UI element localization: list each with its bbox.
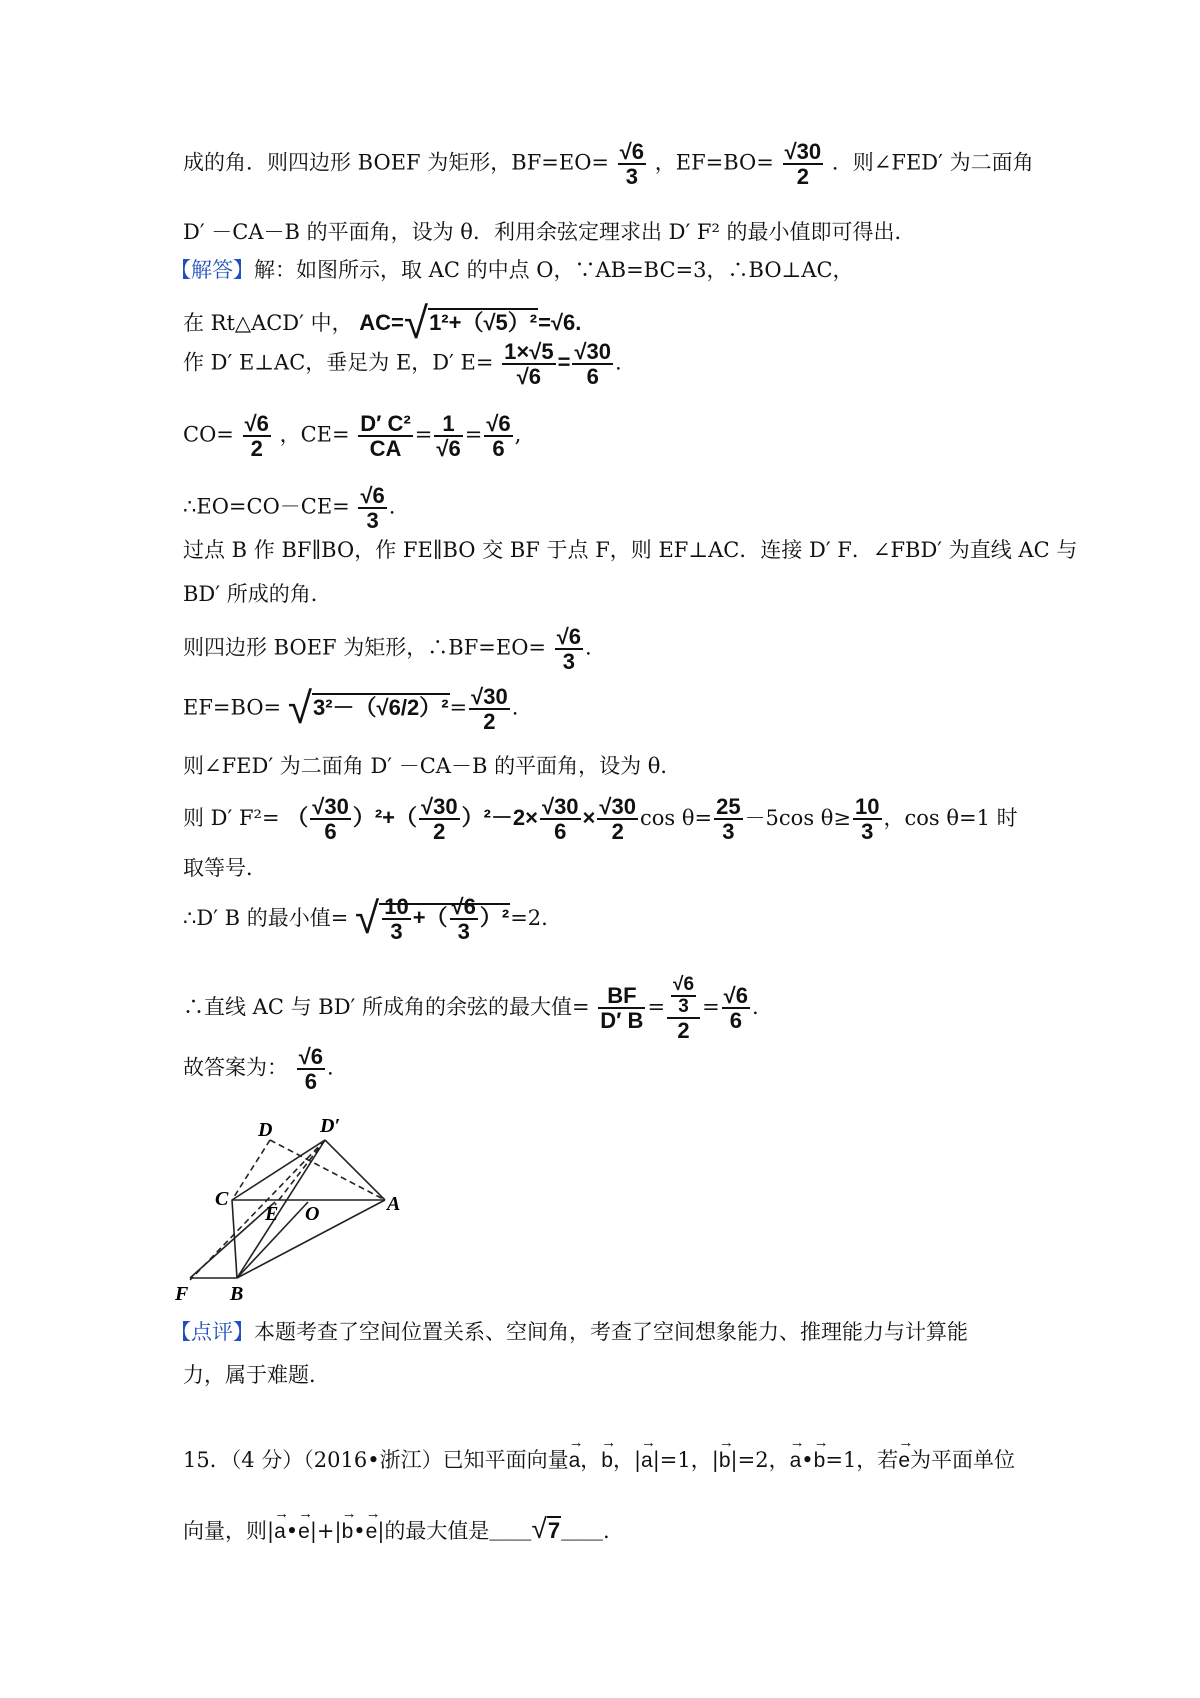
edge-d2e (275, 1140, 325, 1205)
radicand: 3²－（√6/2）² (312, 694, 449, 720)
text: |的最大值是＿＿ (377, 1519, 532, 1543)
den: 2 (611, 819, 624, 845)
fraction-sqrt6-over-6: $\frac{√6}{6}$ (723, 983, 748, 1034)
sqrt-min: √ $\frac{10}{3}$ +（ $\frac{√6}{3}$ ）² (355, 894, 510, 945)
fraction-sqrt30-over-2: $\frac{√30}{2}$ (784, 139, 822, 190)
num: 30 (433, 794, 458, 819)
label-o: O (305, 1203, 320, 1225)
fraction-sqrt6-over-3: $\frac{√6}{3}$ (619, 139, 645, 190)
label-e: E (265, 1203, 279, 1225)
review-line-1 (170, 1322, 968, 1343)
den: 2 (483, 709, 496, 735)
text: |+| (309, 1519, 342, 1543)
text: =√6. (538, 309, 582, 335)
text: 本题考查了空间位置关系、空间角，考查了空间想象能力、推理能力与计算能 (254, 1320, 968, 1344)
num: 30 (796, 139, 822, 164)
answer-sqrt7: √7 (531, 1513, 561, 1544)
fraction-sqrt6-over-3: $\frac{√6}{3}$ (556, 624, 582, 675)
fraction-sqrt6-over-3: $\frac{√6}{3}$ (360, 483, 385, 534)
num: 6 (631, 139, 645, 164)
num: 30 (324, 794, 349, 819)
vector-b: → b (719, 1450, 731, 1471)
den: CA (369, 436, 402, 462)
text: ∴D′ B 的最小值= (183, 905, 349, 930)
review-line-2: 力，属于难题． (183, 1363, 330, 1387)
num: 25 (716, 794, 741, 820)
rect-line: 则四边形 BOEF 为矩形，∴BF=EO= $\frac{√6}{3}$ . (183, 624, 592, 675)
label-d: D (258, 1119, 273, 1141)
vector-e: → e (298, 1521, 310, 1542)
answer-line (170, 260, 854, 281)
final-line: 故答案为： $\frac{√6}{6}$ . (183, 1044, 334, 1095)
text: |=1，| (652, 1448, 719, 1472)
label-c: C (215, 1188, 229, 1210)
label-b: B (230, 1283, 244, 1305)
den: 2 (250, 436, 263, 462)
text: ，cos θ=1 时 (883, 805, 1018, 830)
fraction-1-over-sqrt6: $\frac{1}{√6}$ (436, 411, 461, 462)
review-tag: 【点评】 (170, 1320, 254, 1344)
den: 2 (677, 1017, 690, 1043)
text: 则四边形 BOEF 为矩形，∴BF=EO= (183, 635, 547, 660)
answer-tag: 【解答】 (170, 258, 254, 282)
den: 3 (722, 819, 735, 845)
den: 3 (625, 164, 638, 190)
sqrt-efbo: √3²－（√6/2）² (287, 683, 449, 733)
den: 6 (304, 1069, 317, 1095)
den: 2 (796, 164, 809, 190)
text: －5cos θ≥ (744, 805, 852, 830)
fraction-ce (358, 412, 413, 460)
den: 3 (390, 919, 403, 945)
text: ＿＿. (561, 1519, 610, 1543)
text: 为平面单位 (910, 1448, 1015, 1472)
de-line: 作 D′ E⊥AC，垂足为 E，D′ E= $\frac{1\times√5}{√6}$ = $\frac{√30}{6}$ . (183, 339, 622, 390)
num: 6 (256, 411, 269, 436)
num: 1×√5 (504, 339, 554, 364)
text: ∴直线 AC 与 BD′ 所成角的余弦的最大值= (183, 994, 590, 1019)
den: 2 (433, 819, 446, 845)
den: 3 (366, 508, 379, 534)
vector-a: → a (641, 1450, 653, 1471)
num: 30 (483, 684, 508, 709)
num: 6 (498, 411, 511, 436)
text: cos θ= (639, 805, 713, 830)
vector-a: → a (790, 1450, 802, 1471)
text: 解：如图所示，取 AC 的中点 O，∵AB=BC=3，∴BO⊥AC， (254, 258, 854, 282)
text: 15．（4 分）（2016•浙江）已知平面向量 (183, 1448, 569, 1472)
num: 6 (372, 483, 385, 508)
fraction-sqrt6-over-6: $\frac{√6}{6}$ (298, 1044, 324, 1095)
num: 30 (554, 794, 579, 819)
efbo-line: EF=BO= √3²－（√6/2）²= $\frac{√30}{2}$ . (183, 683, 519, 735)
vector-b: → b (814, 1450, 826, 1471)
bf-line-1: 过点 B 作 BF∥BO，作 FE∥BO 交 BF 于点 F，则 EF⊥AC．连接 D′ F．∠FBD′ 为直线 AC 与 (183, 538, 1078, 562)
co-line: CO= $\frac{√6}{2}$ ，CE= $\frac{\text{D′ C²}}{CA}$ = $\frac{1}{√6}$ = $\frac{√6}{6}$ , (183, 411, 522, 462)
num: 6 (735, 983, 748, 1009)
text: =1，若 (825, 1448, 899, 1472)
question-15-line-1: 15．（4 分）（2016•浙江）已知平面向量→ a，→ b，|→ a|=1，|→ b|=2，→ a•→ b=1，若→ e为平面单位 (183, 1450, 1015, 1471)
den: 6 (729, 1008, 742, 1034)
fraction-10-over-3 (853, 795, 881, 843)
den: 3 (861, 819, 874, 845)
bf-line-2: BD′ 所成的角． (183, 582, 332, 606)
df-formula: （ $\frac{√30}{6}$ ）²+（ $\frac{√30}{2}$ ）²－2× $\frac{√30}{6}$ × $\frac{√30}{2}$ (286, 794, 636, 845)
den: 6 (492, 436, 505, 462)
text: 向量，则| (183, 1519, 275, 1543)
text: ，EF=BO= (654, 150, 774, 175)
text: 成的角．则四边形 BOEF 为矩形，BF=EO= (183, 150, 610, 175)
angle-line: 则∠FED′ 为二面角 D′ －CA－B 的平面角，设为 θ． (183, 754, 682, 778)
den: 6 (554, 819, 567, 845)
text: AC= (359, 309, 404, 335)
intro-line-1 (183, 140, 1034, 188)
fraction-sqrt30-over-2: $\frac{√30}{2}$ (471, 684, 508, 735)
df-line (183, 795, 1018, 844)
fraction-sqrt30-over-6: $\frac{√30}{6}$ (574, 339, 611, 390)
vector-a: → a (569, 1450, 581, 1471)
edge-dc (232, 1140, 270, 1200)
text: ∴EO=CO－CE= (183, 494, 350, 519)
text: 作 D′ E⊥AC，垂足为 E，D′ E= (183, 350, 494, 375)
radicand: 7 (547, 1518, 561, 1543)
label-f: F (175, 1283, 189, 1305)
vector-e: → e (366, 1521, 378, 1542)
num: 6 (310, 1044, 324, 1069)
den: 6 (448, 436, 461, 462)
text: EF=BO= (183, 695, 282, 720)
ac-formula: AC=√1²+（√5）²=√6. (359, 299, 582, 348)
num: D′ C² (360, 411, 411, 436)
eo-line: ∴EO=CO－CE= $\frac{√6}{3}$ . (183, 483, 396, 534)
fraction-bf-over-db (598, 984, 645, 1032)
num: 10 (384, 894, 409, 919)
fraction-sqrt6-over-2: $\frac{√6}{2}$ (244, 411, 269, 462)
den: D′ B (600, 1008, 644, 1034)
num: 6 (568, 624, 582, 649)
radicand: 1²+（√5）² (429, 309, 538, 335)
vector-a: → a (274, 1521, 286, 1542)
den: 6 (324, 819, 337, 845)
edge-d2a (325, 1140, 385, 1200)
num: 30 (586, 339, 611, 364)
num: 1 (434, 412, 462, 437)
edge-cd2 (232, 1140, 325, 1200)
intro-line-2: D′ －CA－B 的平面角，设为 θ．利用余弦定理求出 D′ F² 的最小值即可得出． (183, 220, 916, 244)
cos-line: ∴直线 AC 与 BD′ 所成角的余弦的最大值= $\frac{BF}{D' B}$ = $\frac{\frac{√6}{3}}{2}$ = $\frac{√6}{6}$ . (183, 974, 759, 1043)
text: CO= (183, 422, 234, 447)
num: 10 (855, 794, 880, 820)
text: |=2， (730, 1448, 790, 1472)
edge-da (270, 1140, 385, 1200)
den: 6 (586, 364, 599, 390)
den: 3 (457, 919, 470, 945)
den: 3 (678, 995, 689, 1017)
num: 30 (611, 794, 636, 819)
equal-line: 取等号． (183, 856, 267, 880)
label-d-prime: D′ (320, 1115, 341, 1137)
text: ，| (612, 1448, 642, 1472)
vector-b: → b (601, 1450, 613, 1471)
text: =2. (510, 905, 548, 930)
text: 在 Rt△ACD′ 中， (183, 310, 353, 335)
label-a: A (387, 1193, 401, 1215)
text: 则 D′ F²= (183, 805, 280, 830)
vector-b: → b (342, 1521, 354, 1542)
geometry-diagram (175, 1110, 435, 1310)
text: ，CE= (279, 422, 350, 447)
question-15-line-2: 向量，则|→ a•→ e|+|→ b•→ e|的最大值是＿＿√7＿＿. (183, 1515, 610, 1543)
eq: = (557, 349, 571, 375)
fraction-sqrt6-over-6: $\frac{√6}{6}$ (486, 411, 511, 462)
fraction-25-over-3 (714, 795, 742, 843)
num: 6 (463, 894, 476, 919)
min-line (183, 895, 548, 943)
num: 6 (683, 974, 695, 995)
den: 3 (562, 649, 575, 675)
vector-e: → e (898, 1450, 910, 1471)
fraction-nested: $\frac{\frac{√6}{3}}{2}$ (667, 975, 700, 1042)
den: √6 (516, 364, 542, 390)
num: BF (598, 984, 645, 1009)
text: 故答案为： (183, 1055, 288, 1080)
text: ．则∠FED′ 为二面角 (831, 150, 1034, 175)
fraction-de (502, 340, 555, 388)
